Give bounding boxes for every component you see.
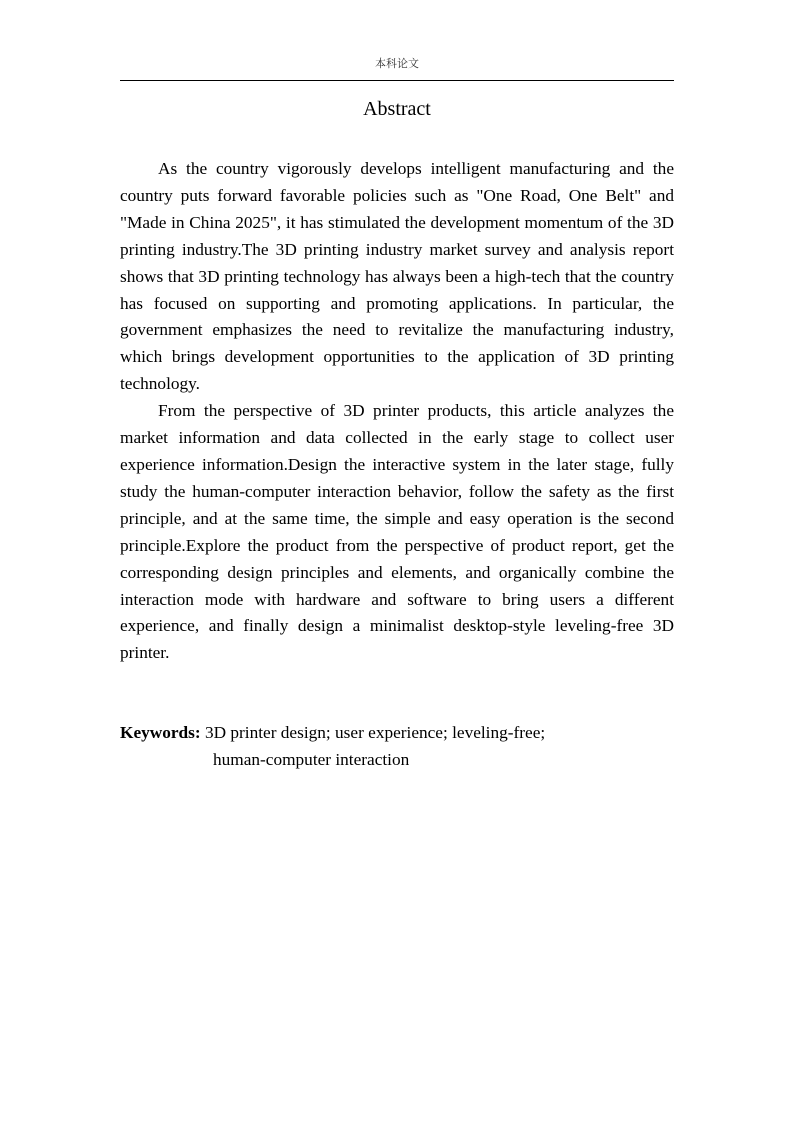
keywords-line-1	[120, 719, 674, 746]
abstract-paragraph-2: From the perspective of 3D printer products, this article analyzes the market information and data collected in the early stage to collect user experience information.Design the interactive system in the later stage, fully study the human-computer interaction behavior, follow the safety as the first principle, and at the same time, the simple and easy operation is the second principle.Explore the product from the perspective of product report, get the corresponding design principles and elements, and organically combine the interaction mode with hardware and software to bring users a different experience, and finally design a minimalist desktop-style leveling-free 3D printer.	[120, 401, 674, 663]
keywords-label: Keywords:	[120, 723, 201, 742]
abstract-body	[120, 156, 674, 667]
running-header: 本科论文	[375, 57, 419, 70]
abstract-title: Abstract	[363, 98, 431, 120]
keywords-line-2: human-computer interaction	[213, 750, 410, 769]
keywords-list-1: 3D printer design; user experience; leveling-free;	[204, 723, 546, 742]
keywords-block	[120, 719, 674, 773]
abstract-paragraph-1: As the country vigorously develops intelligent manufacturing and the country puts forward favorable policies such as "One Road, One Belt" and "Made in China 2025", it has stimulated the development momentum of the 3D printing industry.The 3D printing industry market survey and analysis report shows that 3D printing technology has always been a high-tech that the country has focused on supporting and promoting applications. In particular, the government emphasizes the need to revitalize the manufacturing industry, which brings development opportunities to the application of 3D printing technology.	[120, 159, 674, 394]
header-rule	[120, 80, 674, 81]
